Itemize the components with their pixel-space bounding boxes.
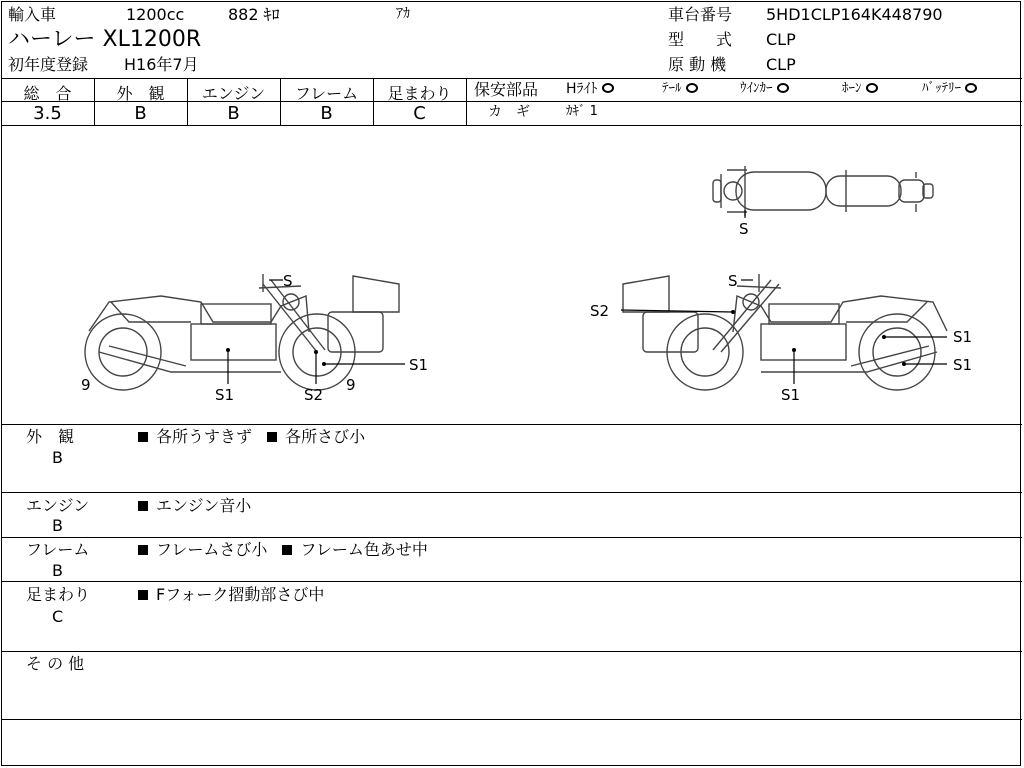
right-side-motorcycle-icon — [623, 274, 947, 390]
top-view-label-s: S — [739, 220, 749, 238]
first-registration-value: H16年7月 — [124, 55, 199, 74]
bullet-square-icon — [282, 545, 292, 555]
import-label: 輸入車 — [8, 5, 57, 24]
grade-header-suspension: 足まわり — [387, 84, 452, 103]
displacement: 1200cc — [126, 5, 185, 24]
rule — [1, 424, 1022, 425]
ok-circle-icon — [965, 83, 977, 93]
section-title: そ の 他 — [26, 654, 85, 673]
bullet-square-icon — [267, 432, 277, 442]
grade-header-frame: フレーム — [294, 84, 359, 103]
safety-item-winker: ｳｲﾝｶｰ — [740, 82, 789, 95]
note: エンジン音小 — [156, 496, 252, 515]
section-notes — [138, 587, 324, 603]
left-label-s-top: S — [283, 272, 293, 290]
section-title: 足まわり — [26, 585, 91, 604]
bullet-square-icon — [138, 545, 148, 555]
rule — [1, 651, 1022, 652]
frame-number-value: 5HD1CLP164K448790 — [766, 5, 943, 24]
section-grade: B — [52, 561, 63, 580]
section-notes — [138, 498, 251, 514]
top-view-motorcycle-icon — [713, 166, 933, 216]
first-registration-label: 初年度登録 — [8, 55, 89, 74]
note: Fフォーク摺動部さび中 — [156, 585, 325, 604]
right-label-s1-rear-bottom: S1 — [953, 356, 973, 374]
left-label-s2-fork: S2 — [304, 386, 324, 404]
type-value: CLP — [766, 30, 796, 49]
grade-value-engine: B — [227, 103, 240, 124]
section-grade: C — [52, 607, 64, 626]
section-grade: B — [52, 448, 63, 467]
rule — [1, 537, 1022, 538]
ok-circle-icon — [866, 83, 878, 93]
right-label-s-top: S — [728, 272, 738, 290]
grade-header-overall: 総 合 — [23, 84, 72, 103]
ok-circle-icon — [777, 83, 789, 93]
maker-model: ハーレー XL1200R — [8, 27, 202, 52]
section-grade: B — [52, 516, 63, 535]
bullet-square-icon — [138, 432, 148, 442]
right-label-s1-body: S1 — [781, 386, 801, 404]
safety-item-battery: ﾊﾞｯﾃﾘｰ — [922, 82, 977, 95]
section-title: エンジン — [26, 496, 90, 515]
engine-model-value: CLP — [766, 55, 796, 74]
rule — [466, 78, 467, 125]
section-title: フレーム — [26, 540, 90, 559]
left-label-s1-bag: S1 — [409, 356, 429, 374]
safety-item-tail: ﾃｰﾙ — [662, 82, 698, 95]
key-label: カ ギ — [488, 104, 530, 120]
rule — [1, 581, 1022, 582]
grade-value-exterior: B — [134, 103, 147, 124]
safety-item-horn: ﾎｰﾝ — [842, 82, 878, 95]
ok-circle-icon — [602, 83, 614, 93]
grade-value-suspension: C — [413, 103, 426, 124]
grade-header-exterior: 外 観 — [116, 84, 165, 103]
note: フレームさび小 — [156, 540, 268, 559]
grade-value-overall: 3.5 — [33, 103, 62, 124]
key-value: ｶｷﾞ 1 — [566, 104, 598, 119]
section-title: 外 観 — [26, 427, 75, 446]
color: ｱｶ — [396, 6, 410, 22]
note: フレーム色あせ中 — [300, 540, 428, 559]
right-label-s2-bag: S2 — [590, 302, 610, 320]
ok-circle-icon — [686, 83, 698, 93]
left-label-s1-body: S1 — [215, 386, 235, 404]
rule — [1, 492, 1022, 493]
left-label-9-rear: 9 — [346, 376, 356, 394]
rule — [1, 78, 1022, 79]
left-label-9-front: 9 — [81, 376, 91, 394]
rule — [1, 719, 1022, 720]
grade-value-frame: B — [320, 103, 333, 124]
bullet-square-icon — [138, 501, 148, 511]
engine-model-label: 原 動 機 — [668, 55, 727, 74]
right-label-s1-rear-top: S1 — [953, 328, 973, 346]
safety-parts-label: 保安部品 — [474, 80, 539, 99]
mileage: 882 ｷﾛ — [228, 5, 280, 24]
grade-header-engine: エンジン — [201, 84, 266, 103]
section-notes — [138, 542, 428, 558]
note: 各所うすきず — [156, 427, 253, 446]
frame-number-label: 車台番号 — [668, 5, 733, 24]
safety-item-headlight: Hﾗｲﾄ — [566, 82, 614, 96]
motorcycle-diagram — [1, 126, 1021, 424]
note: 各所さび小 — [285, 427, 366, 446]
left-side-motorcycle-icon — [85, 274, 399, 390]
bullet-square-icon — [138, 590, 148, 600]
section-notes — [138, 429, 365, 445]
type-label: 型 式 — [668, 30, 733, 49]
